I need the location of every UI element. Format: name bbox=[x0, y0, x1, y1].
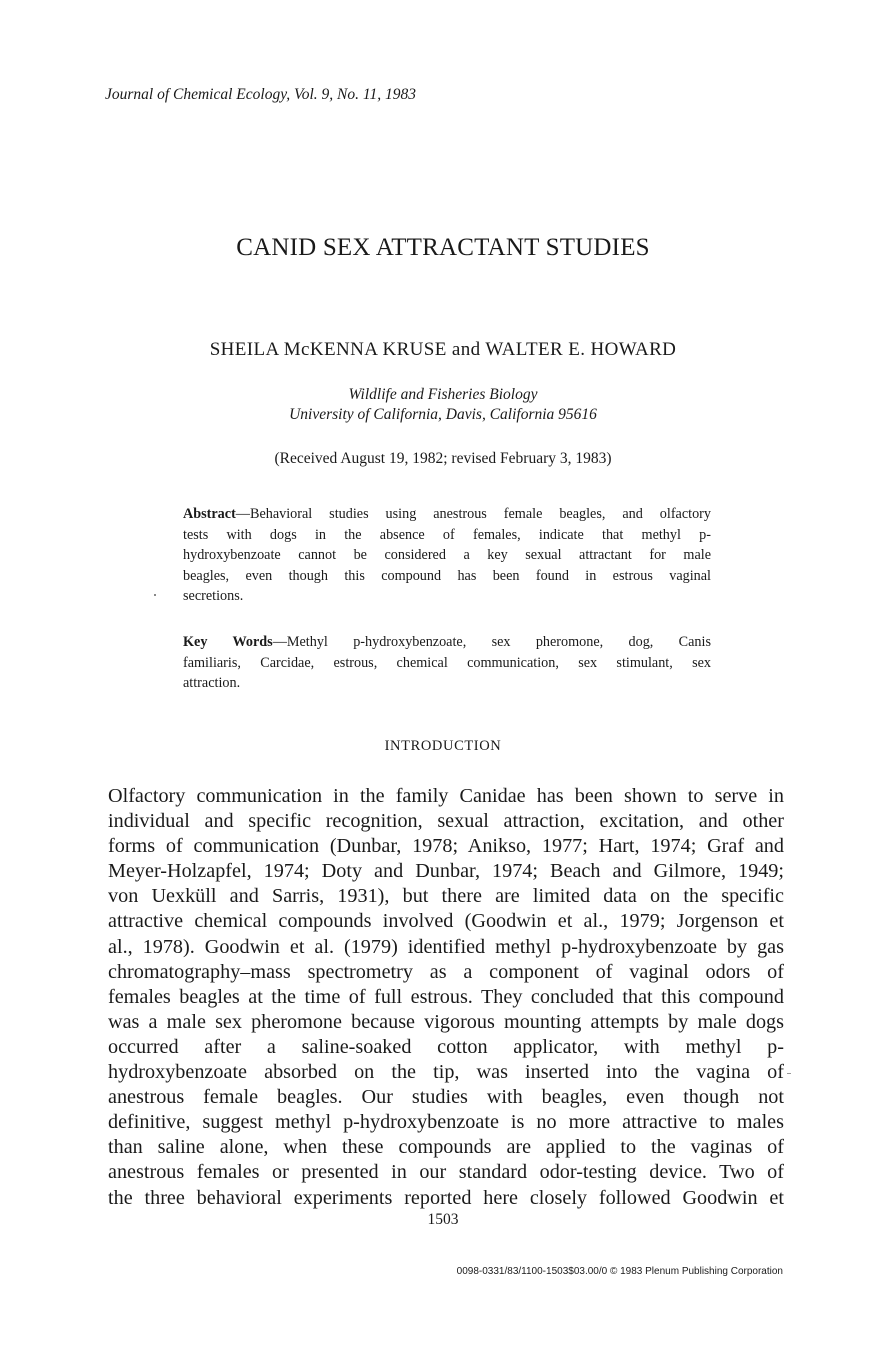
body-line: forms of communication (Dunbar, 1978; Anikso, 1977; Hart, 1974; Graf and bbox=[108, 835, 784, 858]
keywords-label: Key Words bbox=[183, 634, 273, 650]
abstract-line-text: —Behavioral studies using anestrous female beagles, and olfactory bbox=[235, 506, 711, 522]
author-list: SHEILA McKENNA KRUSE and WALTER E. HOWARD bbox=[209, 339, 677, 360]
section-heading-introduction: INTRODUCTION bbox=[384, 738, 502, 754]
body-line: hydroxybenzoate absorbed on the tip, was inserted into the vagina of bbox=[108, 1061, 784, 1084]
affiliation-university: University of California, Davis, California 95616 bbox=[289, 406, 597, 423]
abstract-line: beagles, even though this compound has been found in estrous vaginal bbox=[183, 567, 711, 584]
abstract-line: tests with dogs in the absence of females, indicate that methyl p- bbox=[183, 526, 711, 543]
body-line: attractive chemical compounds involved (Goodwin et al., 1979; Jorgenson et bbox=[108, 910, 784, 933]
abstract bbox=[183, 504, 711, 607]
keywords-line-text: —Methyl p-hydroxybenzoate, sex pheromone, dog, Canis bbox=[272, 634, 711, 650]
abstract-label: Abstract bbox=[183, 506, 236, 522]
body-line: anestrous female beagles. Our studies with beagles, even though not bbox=[108, 1086, 784, 1109]
body-line: chromatography–mass spectrometry as a component of vaginal odors of bbox=[108, 960, 784, 983]
keywords-line: attraction. bbox=[183, 675, 241, 691]
body-line: occurred after a saline-soaked cotton applicator, with methyl p- bbox=[108, 1035, 784, 1058]
keywords-line: familiaris, Carcidae, estrous, chemical communication, sex stimulant, sex bbox=[183, 654, 711, 671]
keywords-line bbox=[183, 632, 711, 653]
abstract-line: hydroxybenzoate cannot be considered a key sexual attractant for male bbox=[183, 547, 711, 563]
body-line: anestrous females or presented in our standard odor-testing device. Two of bbox=[108, 1161, 784, 1184]
key-words bbox=[183, 632, 711, 694]
introduction-body bbox=[108, 784, 784, 1211]
body-line: was a male sex pheromone because vigorous mounting attempts by male dogs bbox=[108, 1010, 784, 1033]
abstract-line bbox=[183, 504, 711, 525]
scan-speck bbox=[154, 594, 156, 596]
body-line: females beagles at the time of full estrous. They concluded that this compound bbox=[108, 985, 784, 1008]
page-number: 1503 bbox=[427, 1211, 459, 1228]
body-line: al., 1978). Goodwin et al. (1979) identified methyl p-hydroxybenzoate by gas bbox=[108, 935, 784, 958]
body-line: individual and specific recognition, sexual attraction, excitation, and other bbox=[108, 810, 784, 833]
received-dates: (Received August 19, 1982; revised February 3, 1983) bbox=[274, 450, 612, 467]
body-line: the three behavioral experiments reported here closely followed Goodwin et bbox=[108, 1186, 784, 1209]
body-line: von Uexküll and Sarris, 1931), but there are limited data on the specific bbox=[108, 885, 784, 908]
body-line: Olfactory communication in the family Canidae has been shown to serve in bbox=[108, 785, 784, 807]
journal-citation: Journal of Chemical Ecology, Vol. 9, No. 11, 1983 bbox=[105, 86, 416, 103]
body-line: than saline alone, when these compounds are applied to the vaginas of bbox=[108, 1136, 784, 1159]
affiliation-department: Wildlife and Fisheries Biology bbox=[348, 386, 538, 403]
copyright-notice: 0098-0331/83/1100-1503$03.00/0 © 1983 Plenum Publishing Corporation bbox=[456, 1266, 783, 1277]
scan-hyphen-mark bbox=[787, 1073, 791, 1074]
abstract-line: secretions. bbox=[183, 588, 244, 604]
article-title: CANID SEX ATTRACTANT STUDIES bbox=[236, 234, 650, 261]
body-line: Meyer-Holzapfel, 1974; Doty and Dunbar, 1974; Beach and Gilmore, 1949; bbox=[108, 860, 784, 883]
body-line: definitive, suggest methyl p-hydroxybenzoate is no more attractive to males bbox=[108, 1111, 784, 1134]
